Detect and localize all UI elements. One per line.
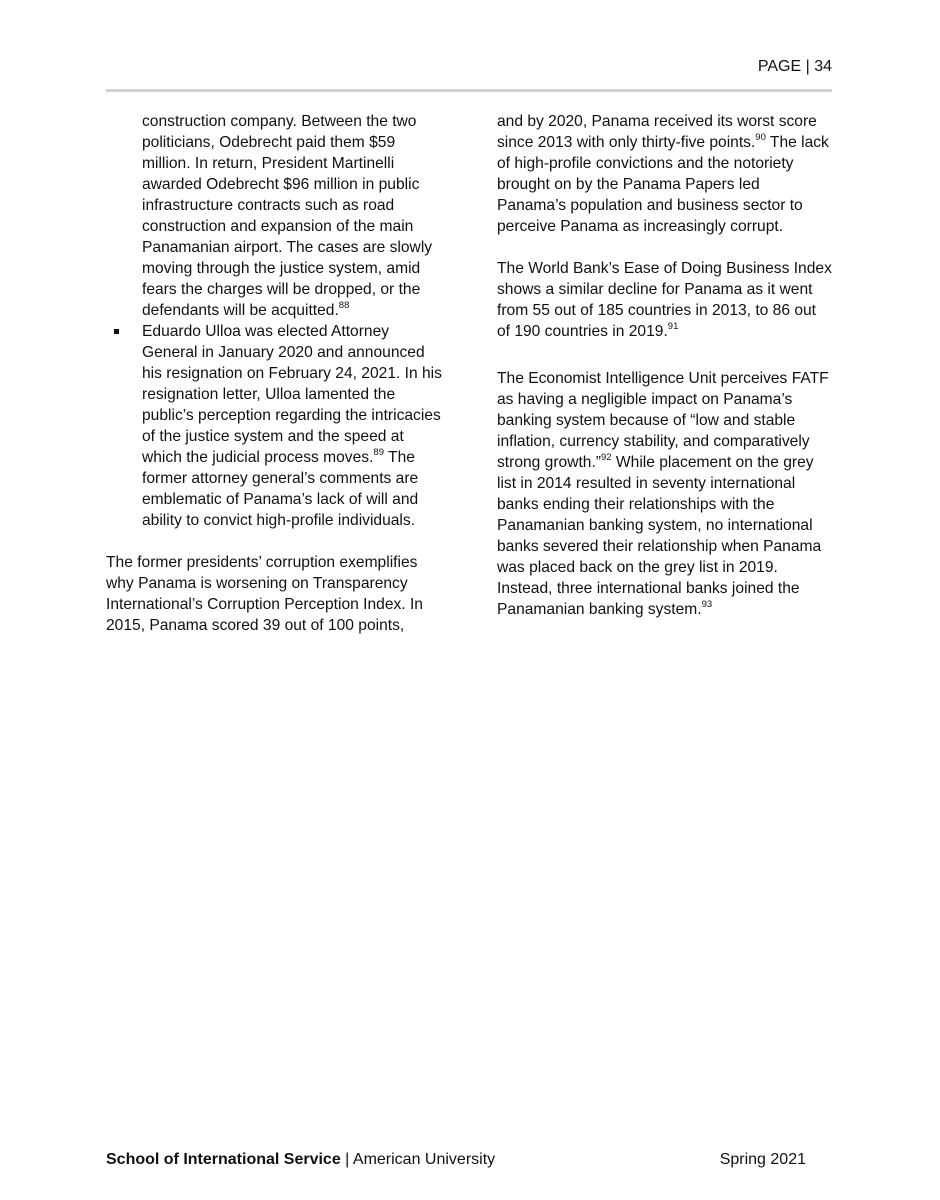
paragraph-gap <box>497 342 833 368</box>
paragraph-gap <box>106 531 446 552</box>
footnote-88[interactable]: 88 <box>338 300 350 311</box>
footer-separator: | <box>340 1151 353 1168</box>
page-number-header: PAGE | 34 <box>757 58 832 75</box>
footnote-89[interactable]: 89 <box>373 447 384 458</box>
paragraph-corruption-index: The former presidents’ corruption exemplifies why Panama is worsening on Transparency International’s Corruption Perception Index. In 2015, Panama scored 39 out of 100 points, <box>106 554 423 634</box>
bullet-text-a: Eduardo Ulloa was elected Attorney General in January 2020 and announced his resignation on February 24, 2021. In his resignation letter, Ulloa lamented the public’s perception regarding the intricacies of the justice system and the speed at which the judicial process moves. <box>142 323 442 466</box>
paragraph-text-a: and by 2020, Panama received its worst score since 2013 with only thirty-five points. <box>497 113 817 151</box>
paragraph-world-bank <box>497 258 833 342</box>
bullet-continuation <box>106 111 446 321</box>
header-divider <box>106 89 832 92</box>
right-column <box>497 111 833 620</box>
paragraph-gap <box>497 237 833 258</box>
footnote-90[interactable]: 90 <box>755 132 766 143</box>
bullet-continuation-text: construction company. Between the two politicians, Odebrecht paid them $59 million. In return, President Martinelli awarded Odebrecht $96 million in public infrastructure contracts such as road construction and expansion of the main Panamanian airport. The cases are slowly moving through the justice system, amid fears the charges will be dropped, or the defendants will be acquitted. <box>142 113 433 319</box>
page-footer <box>106 1149 806 1171</box>
bullet-marker <box>114 329 119 334</box>
footer-school: School of International Service <box>106 1151 341 1168</box>
bullet-item-ulloa <box>106 321 446 531</box>
bullet-text-b: The former attorney general’s comments are emblematic of Panama’s lack of will and ability to convict high-profile individuals. <box>142 449 419 529</box>
footer-season: Spring 2021 <box>719 1151 806 1168</box>
footer-university: American University <box>352 1151 496 1168</box>
paragraph-text-a: The Economist Intelligence Unit perceives FATF as having a negligible impact on Panama’s banking system because of “low and stable inflation, currency stability, and comparatively strong growth.” <box>497 370 829 471</box>
paragraph-worst-score <box>497 111 833 237</box>
paragraph-economist <box>497 368 833 620</box>
footnote-93[interactable]: 93 <box>701 599 713 610</box>
footnote-91[interactable]: 91 <box>667 321 679 332</box>
paragraph-text: The World Bank’s Ease of Doing Business Index shows a similar decline for Panama as it went from 55 out of 185 countries in 2013, to 86 out of 190 countries in 2019. <box>497 260 832 340</box>
footnote-92[interactable]: 92 <box>601 452 612 463</box>
paragraph-text-b: While placement on the grey list in 2014 resulted in seventy international banks ending their relationships with the Panamanian banking system, no international banks severed their relationship when Panama was placed back on the grey list in 2019. Instead, three international banks joined the Panamanian banking system. <box>497 454 822 618</box>
left-column <box>106 111 446 636</box>
paragraph-text-b: The lack of high-profile convictions and the notoriety brought on by the Panama Papers led Panama’s population and business sector to perceive Panama as increasingly corrupt. <box>497 134 829 235</box>
